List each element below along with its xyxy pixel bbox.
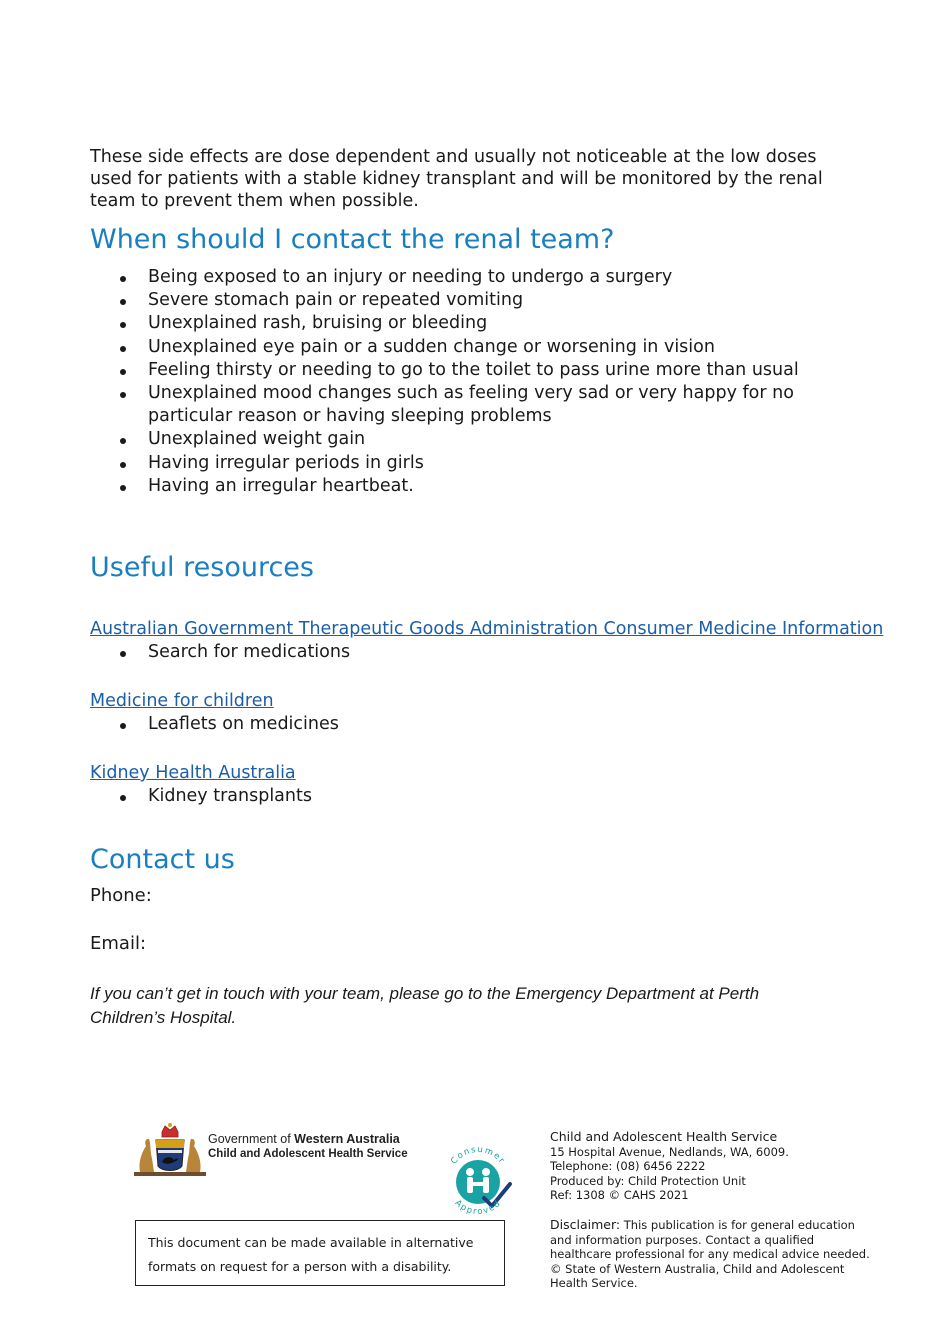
disclaimer: Disclaimer: This publication is for general education and information purposes. Contact a qualified healthcare professional for any medical advice needed. — [550, 1216, 870, 1262]
badge-top-text: Consumer — [449, 1144, 507, 1167]
contact-reasons-list — [90, 266, 870, 498]
list-item: Kidney transplants — [90, 785, 870, 808]
phone-label: Phone: — [90, 885, 152, 906]
reference: Ref: 1308 © CAHS 2021 — [550, 1188, 689, 1203]
contact-us-heading: Contact us — [90, 844, 235, 875]
accessibility-notice: This document can be made available in alternative formats on request for a person with a disability. — [135, 1220, 505, 1286]
copyright: © State of Western Australia, Child and Adolescent Health Service. — [550, 1261, 845, 1291]
list-item: Unexplained eye pain or a sudden change or worsening in vision — [90, 336, 870, 359]
list-item: Unexplained rash, bruising or bleeding — [90, 312, 870, 335]
tga-cmi-link[interactable]: Australian Government Therapeutic Goods Administration Consumer Medicine Information — [90, 619, 884, 639]
gov-line-1: Government of Western Australia — [208, 1132, 400, 1146]
email-label: Email: — [90, 933, 147, 954]
emergency-note: If you can’t get in touch with your team, please go to the Emergency Department at Perth Children’s Hospital. — [90, 984, 760, 1027]
useful-resources-heading: Useful resources — [90, 552, 314, 583]
resource-list — [90, 713, 870, 736]
badge-bottom-text: Approved — [452, 1198, 504, 1218]
list-item: Feeling thirsty or needing to go to the toilet to pass urine more than usual — [90, 359, 870, 382]
list-item: Unexplained weight gain — [90, 428, 870, 451]
resource-list — [90, 785, 870, 808]
government-logo — [134, 1122, 434, 1182]
list-item: Search for medications — [90, 641, 870, 664]
contact-renal-team-heading: When should I contact the renal team? — [90, 224, 615, 255]
produced-by: Produced by: Child Protection Unit — [550, 1173, 746, 1188]
list-item: Leaflets on medicines — [90, 713, 870, 736]
telephone: Telephone: (08) 6456 2222 — [550, 1159, 706, 1174]
org-name: Child and Adolescent Health Service — [550, 1129, 778, 1144]
list-item: Severe stomach pain or repeated vomiting — [90, 289, 870, 312]
medicine-for-children-link[interactable]: Medicine for children — [90, 691, 274, 711]
gov-line-2: Child and Adolescent Health Service — [208, 1148, 408, 1160]
consumer-approved-badge — [440, 1136, 516, 1220]
list-item: Being exposed to an injury or needing to undergo a surgery — [90, 266, 870, 289]
list-item: Unexplained mood changes such as feeling very sad or very happy for no particular reason or having sleeping problems — [90, 382, 870, 428]
address: 15 Hospital Avenue, Nedlands, WA, 6009. — [550, 1144, 789, 1159]
kidney-health-australia-link[interactable]: Kidney Health Australia — [90, 763, 296, 783]
intro-paragraph: These side effects are dose dependent and usually not noticeable at the low doses used for patients with a stable kidney transplant and will be monitored by the renal team to prevent them when possible. — [90, 147, 823, 211]
resource-list — [90, 641, 870, 664]
organisation-contact-info — [550, 1130, 870, 1291]
crest-icon — [134, 1122, 206, 1180]
list-item: Having an irregular heartbeat. — [90, 475, 870, 498]
list-item: Having irregular periods in girls — [90, 452, 870, 475]
